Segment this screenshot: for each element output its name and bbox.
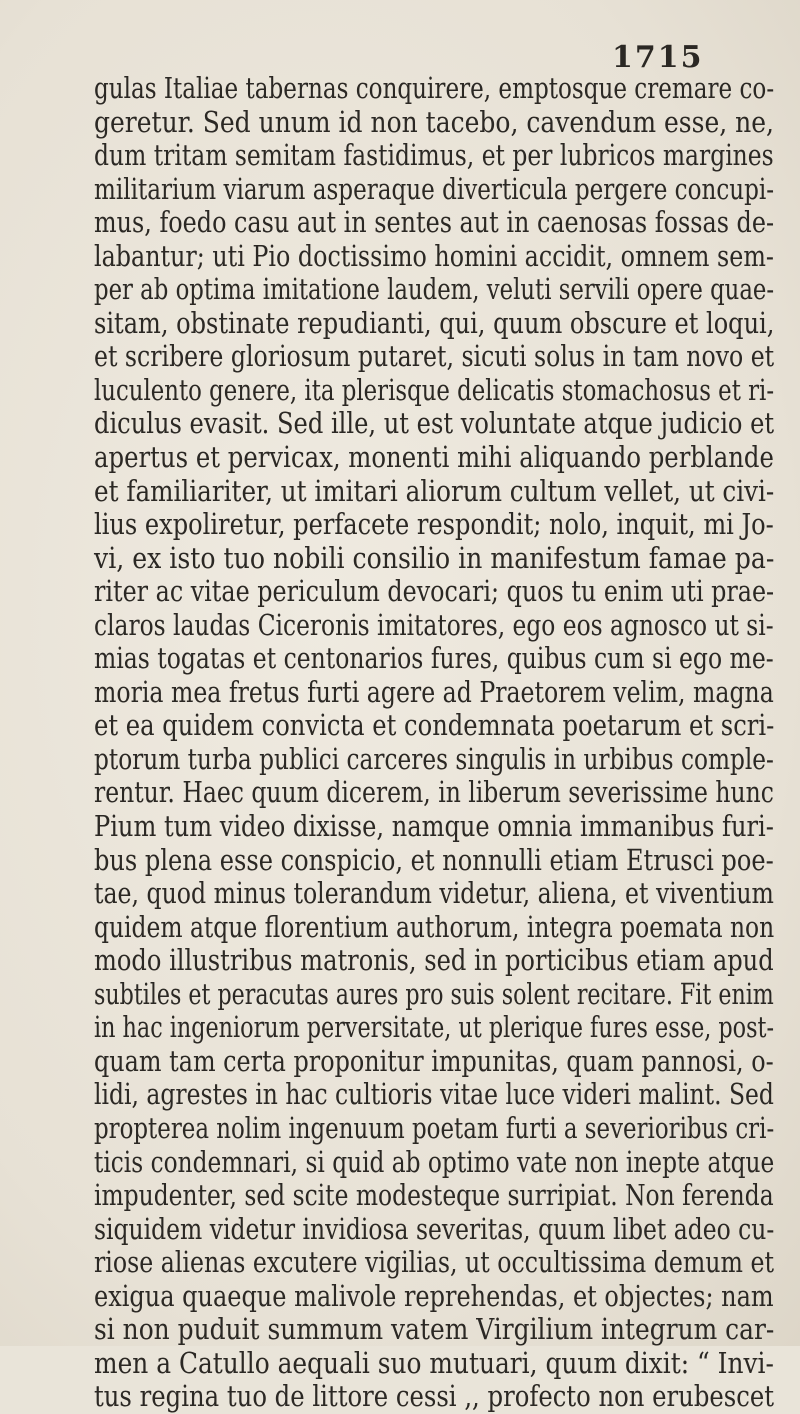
text-line: geretur. Sed unum id non tacebo, cavendum esse, ne, (94, 104, 774, 139)
text-line: mus, foedo casu aut in sentes aut in caenosas fossas de- (94, 205, 775, 240)
text-line: in hac ingeniorum perversitate, ut plerique fures esse, post- (94, 1010, 775, 1045)
text-line: luculento genere, ita plerisque delicatis stomachosus et ri- (94, 372, 775, 407)
text-line: tae, quod minus tolerandum videtur, aliena, et viventium (94, 876, 774, 911)
text-line: si non puduit summum vatem Virgilium integrum car- (94, 1312, 775, 1347)
text-line: rentur. Haec quum dicerem, in liberum severissime hunc (94, 775, 774, 810)
text-line: lius expoliretur, perfacete respondit; nolo, inquit, mi Jo- (94, 507, 774, 542)
text-line: riose alienas excutere vigilias, ut occultissima demum et (94, 1245, 774, 1280)
text-line: per ab optima imitatione laudem, veluti servili opere quae- (94, 272, 775, 307)
text-line: sitam, obstinate repudianti, qui, quum obscure et loqui, (94, 305, 775, 340)
text-line: quam tam certa proponitur impunitas, quam pannosi, o- (94, 1043, 774, 1078)
text-line: et scribere gloriosum putaret, sicuti solus in tam novo et (94, 339, 775, 374)
text-line: exigua quaeque malivole reprehendas, et objectes; nam (94, 1278, 774, 1313)
text-line: Pium tum video dixisse, namque omnia immanibus furi- (94, 809, 774, 844)
text-line: et familiariter, ut imitari aliorum cultum vellet, ut civi- (94, 473, 775, 508)
text-line: modo illustribus matronis, sed in porticibus etiam apud (94, 943, 774, 978)
text-line: labantur; uti Pio doctissimo homini accidit, omnem sem- (94, 238, 774, 273)
text-line: gulas Italiae tabernas conquirere, emptosque cremare co- (94, 71, 775, 105)
text-line: vi, ex isto tuo nobili consilio in manifestum famae pa- (94, 540, 775, 575)
text-line: riter ac vitae periculum devocari; quos tu enim uti prae- (94, 574, 775, 609)
text-line: subtiles et peracutas aures pro suis solent recitare. Fit enim (94, 976, 774, 1011)
text-line: diculus evasit. Sed ille, ut est voluntate atque judicio et (94, 406, 775, 441)
body-text (94, 72, 774, 1414)
page-number: 1715 (612, 40, 704, 75)
text-line: militarium viarum asperaque diverticula pergere concupi- (94, 171, 775, 206)
text-line: et ea quidem convicta et condemnata poetarum et scri- (94, 708, 775, 743)
text-line: siquidem videtur invidiosa severitas, quum libet adeo cu- (94, 1211, 775, 1246)
text-line: tus regina tuo de littore cessi ,, profecto non erubescet (94, 1379, 775, 1414)
text-line: propterea nolim ingenuum poetam furti a severioribus cri- (94, 1110, 775, 1145)
text-line: lidi, agrestes in hac cultioris vitae luce videri malint. Sed (94, 1077, 774, 1112)
text-line: mias togatas et centonarios fures, quibus cum si ego me- (94, 641, 774, 676)
text-line: apertus et pervicax, monenti mihi aliquando perblande (94, 440, 774, 475)
text-line: claros laudas Ciceronis imitatores, ego eos agnosco ut si- (94, 607, 774, 642)
text-line: impudenter, sed scite modesteque surripiat. Non ferenda (94, 1178, 774, 1213)
text-line: men a Catullo aequali suo mutuari, quum dixit: “ Invi- (94, 1345, 774, 1380)
text-line: quidem atque florentium authorum, integra poemata non (94, 909, 775, 944)
text-line: dum tritam semitam fastidimus, et per lubricos margines (94, 138, 774, 173)
text-line: ticis condemnari, si quid ab optimo vate non inepte atque (94, 1144, 775, 1179)
text-line: moria mea fretus furti agere ad Praetorem velim, magna (94, 674, 774, 709)
text-line: bus plena esse conspicio, et nonnulli etiam Etrusci poe- (94, 842, 774, 877)
text-line: ptorum turba publici carceres singulis in urbibus comple- (94, 741, 774, 776)
